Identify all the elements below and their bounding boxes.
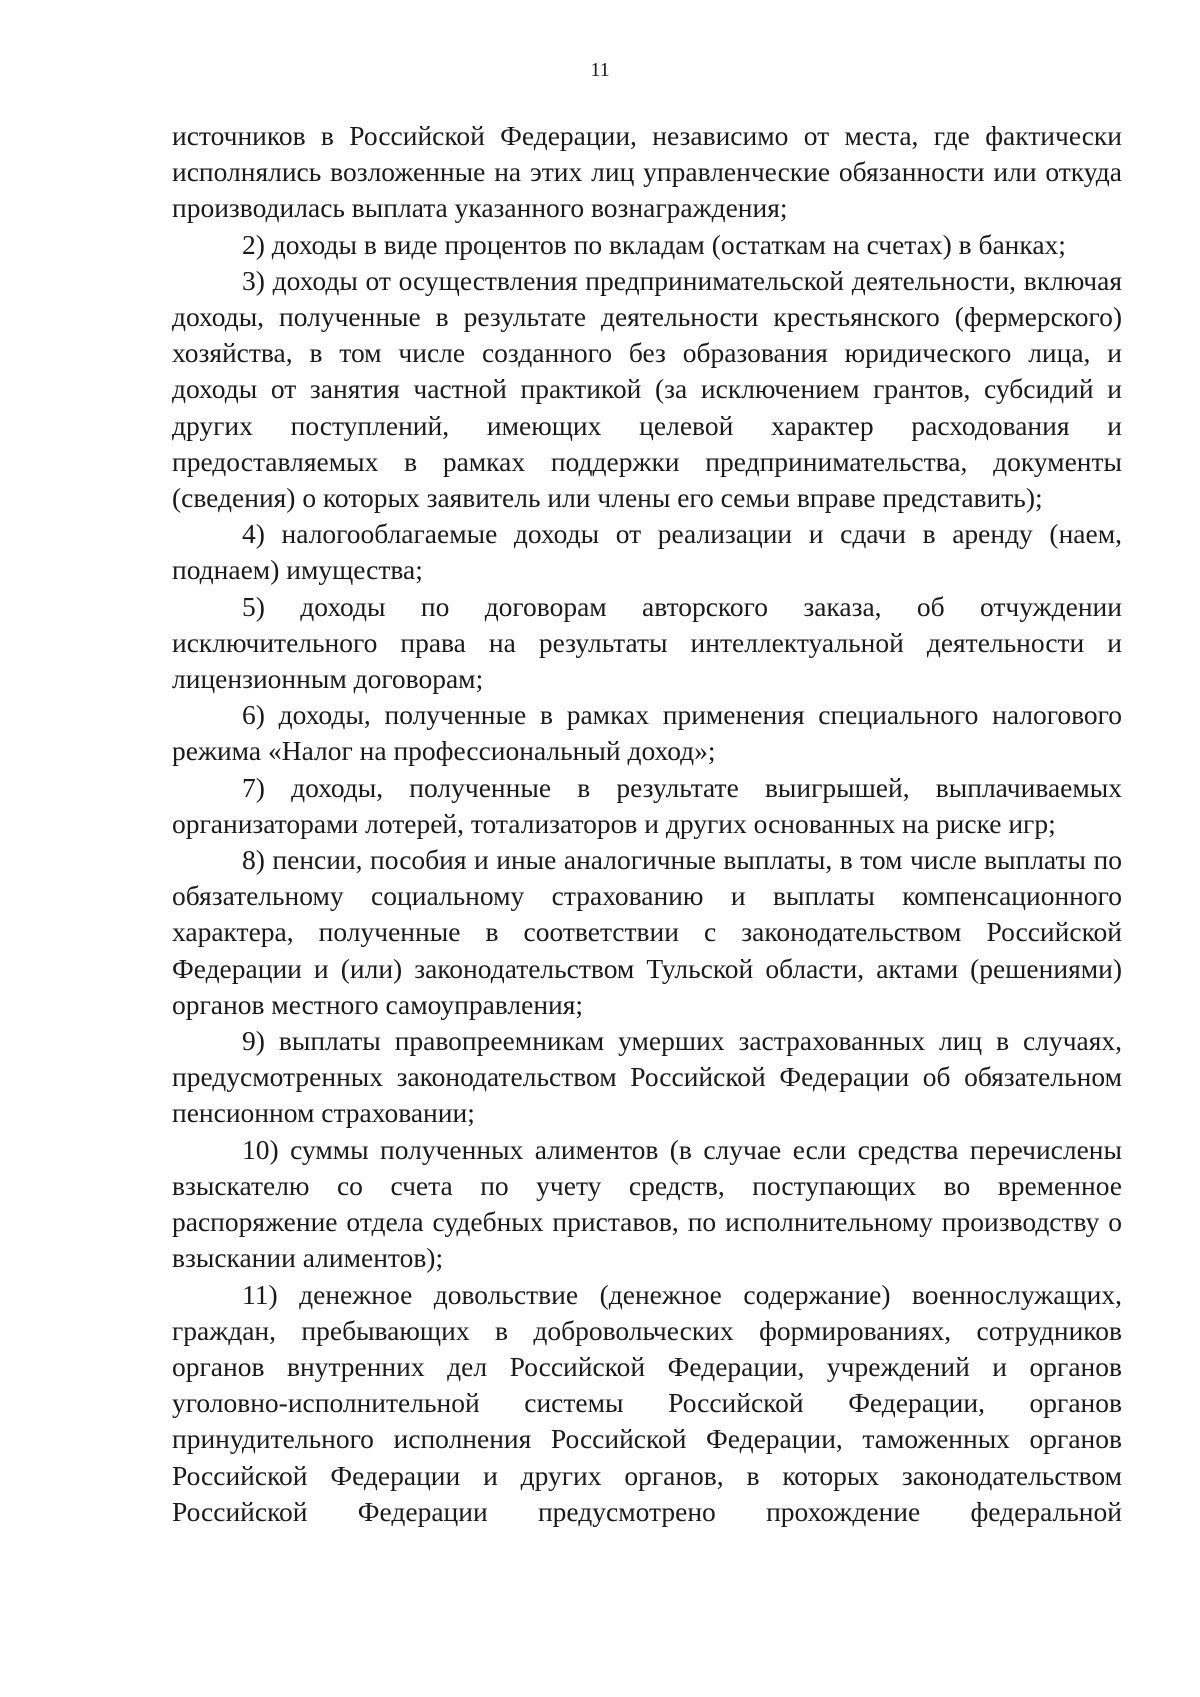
page-number: 11 [590, 59, 610, 81]
paragraph-continuation: источников в Российской Федерации, независимо от места, где фактически исполнялись возложенные на этих лиц управленческие обязанности или откуда производилась выплата указанного вознаграждения; [172, 120, 1122, 224]
paragraph-item-4: 4) налогооблагаемые доходы от реализации и сдачи в аренду (наем, поднаем) имущества; [172, 518, 1122, 586]
paragraph-item-7: 7) доходы, полученные в результате выигрышей, выплачиваемых организаторами лотерей, тотализаторов и других основанных на риске игр; [172, 771, 1122, 839]
paragraph-item-2: 2) доходы в виде процентов по вкладам (остаткам на счетах) в банках; [242, 228, 1066, 260]
paragraph-item-11: 11) денежное довольствие (денежное содержание) военнослужащих, граждан, пребывающих в добровольческих формированиях, сотрудников органов внутренних дел Российской Федерации, учреждений и органов уголовно-исполнительной системы Российской Федерации, органов принудительного исполнения Российской Федерации, таможенных органов Российской Федерации и других органов, в которых законодательством Российской Федерации предусмотрено прохождение федеральной [172, 1278, 1122, 1527]
paragraph-item-10: 10) суммы полученных алиментов (в случае если средства перечислены взыскателю со счета по учету средств, поступающих во временное распоряжение отдела судебных приставов, по исполнительному производству о взыскании алиментов); [172, 1133, 1122, 1274]
paragraph-item-6: 6) доходы, полученные в рамках применения специального налогового режима «Налог на профессиональный доход»; [172, 699, 1122, 767]
document-body [172, 118, 1122, 1530]
paragraph-item-3: 3) доходы от осуществления предпринимательской деятельности, включая доходы, полученные в результате деятельности крестьянского (фермерского) хозяйства, в том числе созданного без образования юридического лица, и доходы от занятия частной практикой (за исключением грантов, субсидий и других поступлений, имеющих целевой характер расходования и предоставляемых в рамках поддержки предпринимательства, документы (сведения) о которых заявитель или члены его семьи вправе представить); [172, 264, 1122, 514]
paragraph-item-9: 9) выплаты правопреемникам умерших застрахованных лиц в случаях, предусмотренных законодательством Российской Федерации об обязательном пенсионном страховании; [172, 1025, 1122, 1129]
paragraph-item-8: 8) пенсии, пособия и иные аналогичные выплаты, в том числе выплаты по обязательному социальному страхованию и выплаты компенсационного характера, полученные в соответствии с законодательством Российской Федерации и (или) законодательством Тульской области, актами (решениями) органов местного самоуправления; [172, 844, 1122, 1020]
paragraph-item-5: 5) доходы по договорам авторского заказа, об отчуждении исключительного права на результаты интеллектуальной деятельности и лицензионным договорам; [172, 590, 1122, 695]
